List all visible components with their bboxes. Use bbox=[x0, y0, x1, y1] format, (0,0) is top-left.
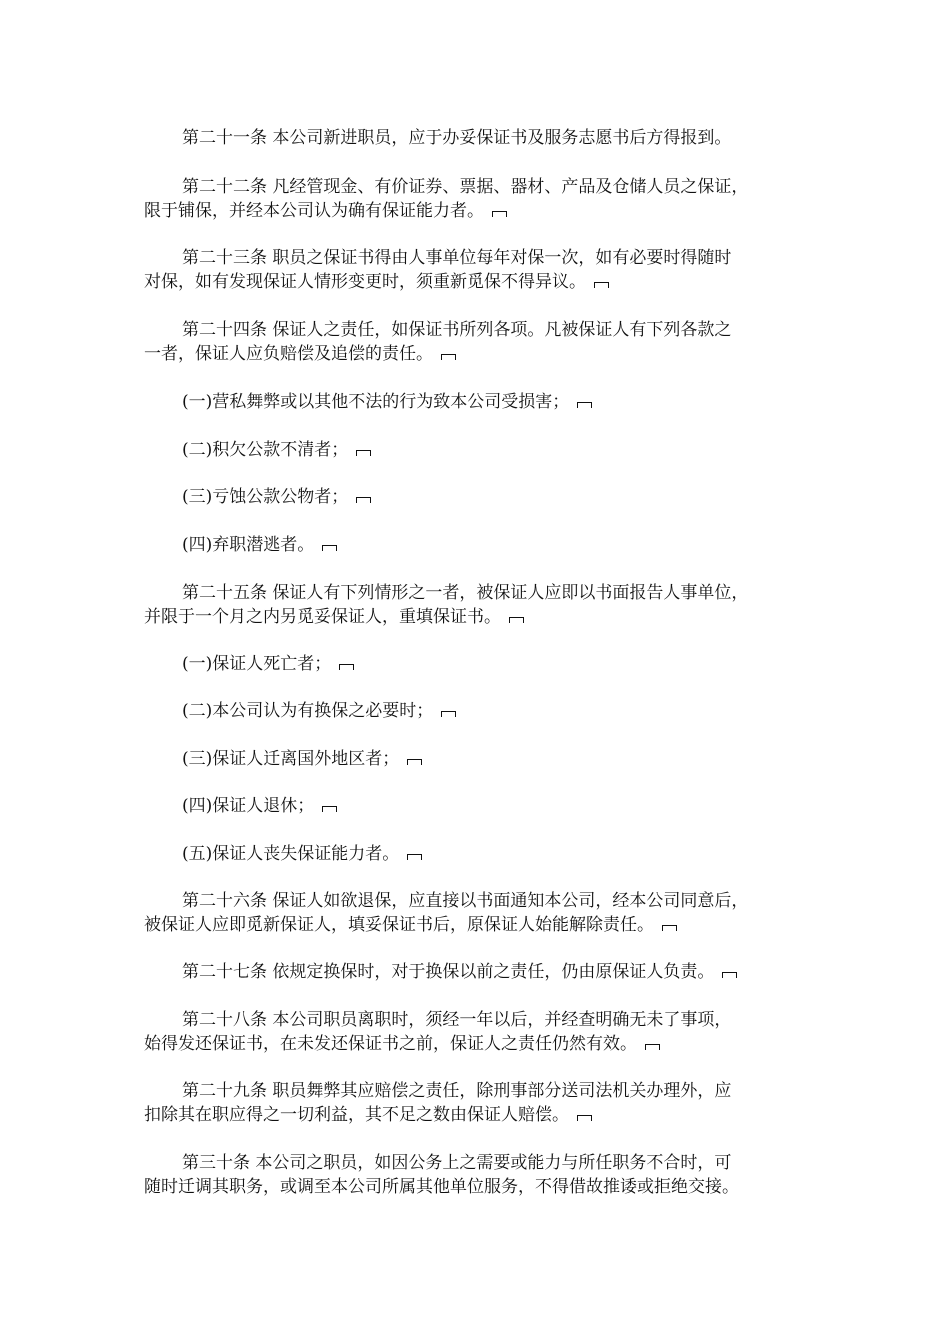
list-item-25-2 bbox=[144, 699, 814, 723]
text-line: 第三十条 本公司之职员，如因公务上之需要或能力与所任职务不合时，可 bbox=[182, 1153, 732, 1173]
text-line: (四)弃职潜逃者。 bbox=[182, 535, 315, 555]
paragraph-article-22 bbox=[144, 175, 814, 223]
list-item-25-1 bbox=[144, 652, 814, 676]
paragraph-mark-icon bbox=[356, 450, 371, 456]
list-item-25-3 bbox=[144, 747, 814, 771]
list-item-24-3 bbox=[144, 485, 814, 509]
paragraph-mark-icon bbox=[662, 925, 677, 931]
text-line: (三)亏蚀公款公物者； bbox=[182, 487, 349, 507]
list-item-25-4 bbox=[144, 794, 814, 818]
text-line: (一)营私舞弊或以其他不法的行为致本公司受损害； bbox=[182, 392, 570, 412]
paragraph-mark-icon bbox=[645, 1044, 660, 1050]
paragraph-mark-icon bbox=[339, 664, 354, 670]
text-line: 对保，如有发现保证人情形变更时，须重新觅保不得异议。 bbox=[144, 272, 586, 292]
text-line: (五)保证人丧失保证能力者。 bbox=[182, 844, 400, 864]
list-item-24-4 bbox=[144, 533, 814, 557]
text-line: (一)保证人死亡者； bbox=[182, 654, 332, 674]
paragraph-article-23 bbox=[144, 246, 814, 294]
paragraph-article-24 bbox=[144, 318, 814, 366]
text-line: 第二十六条 保证人如欲退保，应直接以书面通知本公司，经本公司同意后， bbox=[182, 891, 749, 911]
paragraph-mark-icon bbox=[441, 354, 456, 360]
text-line: 第二十三条 职员之保证书得由人事单位每年对保一次，如有必要时得随时 bbox=[182, 248, 732, 268]
paragraph-mark-icon bbox=[594, 282, 609, 288]
list-item-24-1 bbox=[144, 390, 814, 414]
text-line: (三)保证人迁离国外地区者； bbox=[182, 749, 400, 769]
paragraph-mark-icon bbox=[322, 806, 337, 812]
text-line: 随时迁调其职务，或调至本公司所属其他单位服务，不得借故推诿或拒绝交接。 bbox=[144, 1177, 739, 1197]
paragraph-article-28 bbox=[144, 1008, 814, 1056]
paragraph-mark-icon bbox=[722, 972, 737, 978]
paragraph-mark-icon bbox=[441, 711, 456, 717]
paragraph-article-29 bbox=[144, 1079, 814, 1127]
paragraph-mark-icon bbox=[577, 1115, 592, 1121]
text-line: (二)本公司认为有换保之必要时； bbox=[182, 701, 434, 721]
text-line: 第二十五条 保证人有下列情形之一者，被保证人应即以书面报告人事单位， bbox=[182, 583, 749, 603]
text-line: 被保证人应即觅新保证人，填妥保证书后，原保证人始能解除责任。 bbox=[144, 915, 654, 935]
paragraph-mark-icon bbox=[407, 854, 422, 860]
text-line: 第二十一条 本公司新进职员，应于办妥保证书及服务志愿书后方得报到。 bbox=[182, 128, 732, 148]
list-item-24-2 bbox=[144, 438, 814, 462]
text-line: 并限于一个月之内另觅妥保证人，重填保证书。 bbox=[144, 607, 501, 627]
paragraph-mark-icon bbox=[509, 617, 524, 623]
list-item-25-5 bbox=[144, 842, 814, 866]
paragraph-mark-icon bbox=[577, 402, 592, 408]
paragraph-article-27 bbox=[144, 960, 814, 984]
paragraph-mark-icon bbox=[492, 211, 507, 217]
paragraph-article-26 bbox=[144, 889, 814, 937]
paragraph-mark-icon bbox=[407, 759, 422, 765]
text-line: 第二十八条 本公司职员离职时，须经一年以后，并经查明确无未了事项， bbox=[182, 1010, 732, 1030]
text-line: (二)积欠公款不清者； bbox=[182, 440, 349, 460]
text-line: 扣除其在职应得之一切利益，其不足之数由保证人赔偿。 bbox=[144, 1105, 569, 1125]
text-line: 始得发还保证书，在未发还保证书之前，保证人之责任仍然有效。 bbox=[144, 1034, 637, 1054]
text-line: 第二十七条 依规定换保时，对于换保以前之责任，仍由原保证人负责。 bbox=[182, 962, 715, 982]
paragraph-mark-icon bbox=[322, 545, 337, 551]
text-line: 第二十四条 保证人之责任，如保证书所列各项。凡被保证人有下列各款之 bbox=[182, 320, 732, 340]
text-line: 第二十二条 凡经管现金、有价证券、票据、器材、产品及仓储人员之保证， bbox=[182, 177, 749, 197]
paragraph-article-30 bbox=[144, 1151, 814, 1199]
paragraph-article-21 bbox=[144, 126, 814, 150]
paragraph-article-25 bbox=[144, 581, 814, 629]
text-line: 第二十九条 职员舞弊其应赔偿之责任，除刑事部分送司法机关办理外，应 bbox=[182, 1081, 732, 1101]
text-line: (四)保证人退休； bbox=[182, 796, 315, 816]
text-line: 一者，保证人应负赔偿及追偿的责任。 bbox=[144, 344, 433, 364]
text-line: 限于铺保，并经本公司认为确有保证能力者。 bbox=[144, 201, 484, 221]
paragraph-mark-icon bbox=[356, 497, 371, 503]
